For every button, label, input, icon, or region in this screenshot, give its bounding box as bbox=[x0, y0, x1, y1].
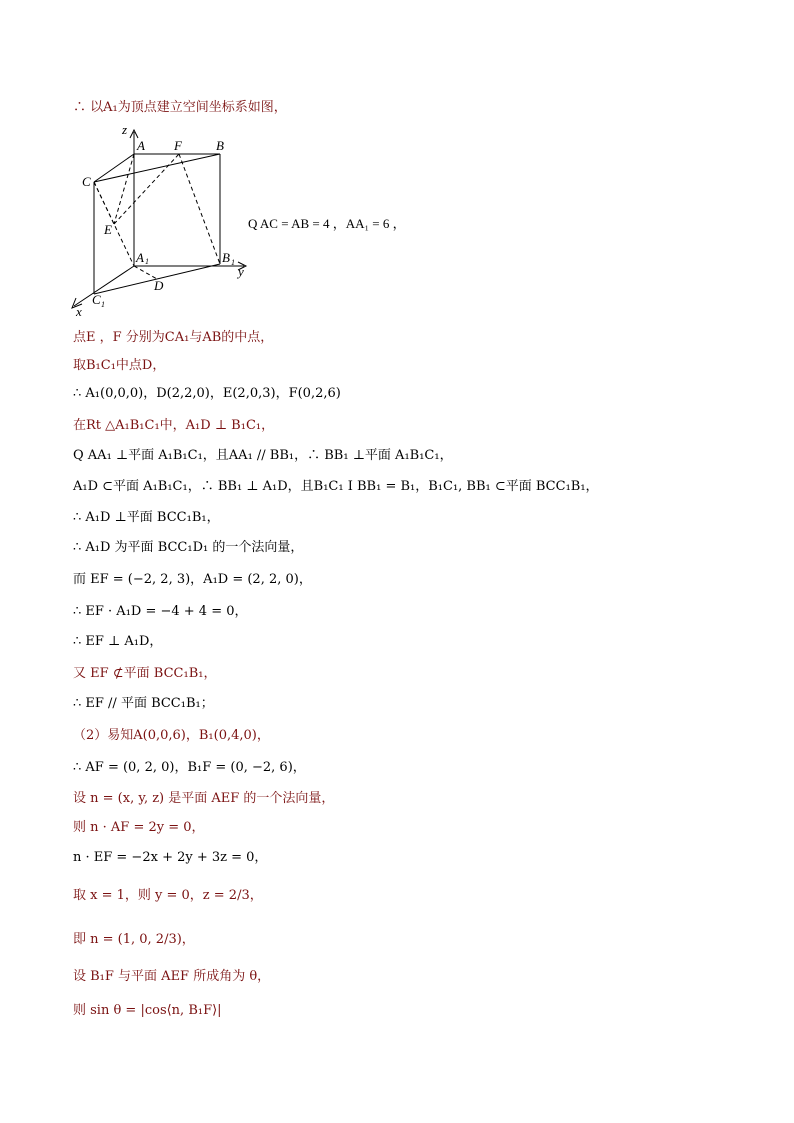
label-A1: A bbox=[136, 250, 144, 265]
line-17: 则 n · AF = 2y = 0， bbox=[73, 820, 205, 835]
label-A: A bbox=[137, 138, 145, 153]
line-13: ∴ EF // 平面 BCC₁B₁； bbox=[73, 696, 214, 711]
line-8: ∴ A₁D 为平面 BCC₁D₁ 的一个法向量， bbox=[73, 540, 304, 555]
label-y: y bbox=[238, 264, 244, 279]
line-20: 即 n = (1, 0, 2/3)， bbox=[73, 932, 195, 947]
label-C1-sub: 1 bbox=[101, 300, 105, 309]
line-22: 则 sin θ = |cos⟨n, B₁F⟩| bbox=[73, 1003, 222, 1018]
line-19: 取 x = 1，则 y = 0，z = 2/3， bbox=[73, 888, 263, 903]
line-4: 在Rt △A₁B₁C₁中，A₁D ⊥ B₁C₁， bbox=[73, 418, 275, 433]
line-14: （2）易知A(0,0,6)，B₁(0,4,0)， bbox=[73, 728, 270, 743]
label-C: C bbox=[82, 174, 91, 189]
label-D: D bbox=[154, 278, 164, 293]
label-B1: B bbox=[222, 250, 230, 265]
label-B1-sub: 1 bbox=[231, 258, 235, 267]
line-9: 而 EF = (−2, 2, 3)，A₁D = (2, 2, 0)， bbox=[73, 572, 312, 587]
label-E: E bbox=[104, 222, 112, 237]
label-B: B bbox=[216, 138, 224, 153]
line-21: 设 B₁F 与平面 AEF 所成角为 θ， bbox=[73, 969, 271, 984]
label-A1-sub: 1 bbox=[145, 257, 149, 266]
line-10: ∴ EF · A₁D = −4 + 4 = 0， bbox=[73, 604, 248, 619]
label-x: x bbox=[76, 304, 82, 318]
line-1: 点E ，F 分别为CA₁与AB的中点， bbox=[73, 330, 274, 345]
line-18: n · EF = −2x + 2y + 3z = 0， bbox=[73, 850, 268, 865]
label-z: z bbox=[122, 122, 128, 137]
line-0: ∴ 以A₁为顶点建立空间坐标系如图， bbox=[73, 100, 287, 115]
line-15: ∴ AF = (0, 2, 0)，B₁F = (0, −2, 6)， bbox=[73, 760, 306, 775]
side-note: Q AC = AB = 4 ，AA₁ = 6 ， bbox=[248, 216, 406, 231]
line-5: Q AA₁ ⊥平面 A₁B₁C₁，且AA₁ // BB₁，∴ BB₁ ⊥平面 A₁B₁C₁， bbox=[73, 448, 453, 463]
line-16: 设 n = (x, y, z) 是平面 AEF 的一个法向量， bbox=[73, 791, 335, 806]
line-3: ∴ A₁(0,0,0)，D(2,2,0)，E(2,0,3)，F(0,2,6) bbox=[73, 386, 341, 401]
label-C1: C bbox=[92, 292, 101, 307]
line-12: 又 EF ⊄平面 BCC₁B₁， bbox=[73, 666, 217, 681]
line-6: A₁D ⊂平面 A₁B₁C₁，∴ BB₁ ⊥ A₁D，且B₁C₁ I BB₁ = B₁，B₁C₁, BB₁ ⊂平面 BCC₁B₁， bbox=[73, 479, 599, 494]
line-2: 取B₁C₁中点D， bbox=[73, 358, 166, 373]
figure-prism bbox=[66, 118, 266, 318]
label-F: F bbox=[174, 138, 182, 153]
line-7: ∴ A₁D ⊥平面 BCC₁B₁， bbox=[73, 510, 220, 525]
line-11: ∴ EF ⊥ A₁D， bbox=[73, 634, 163, 649]
